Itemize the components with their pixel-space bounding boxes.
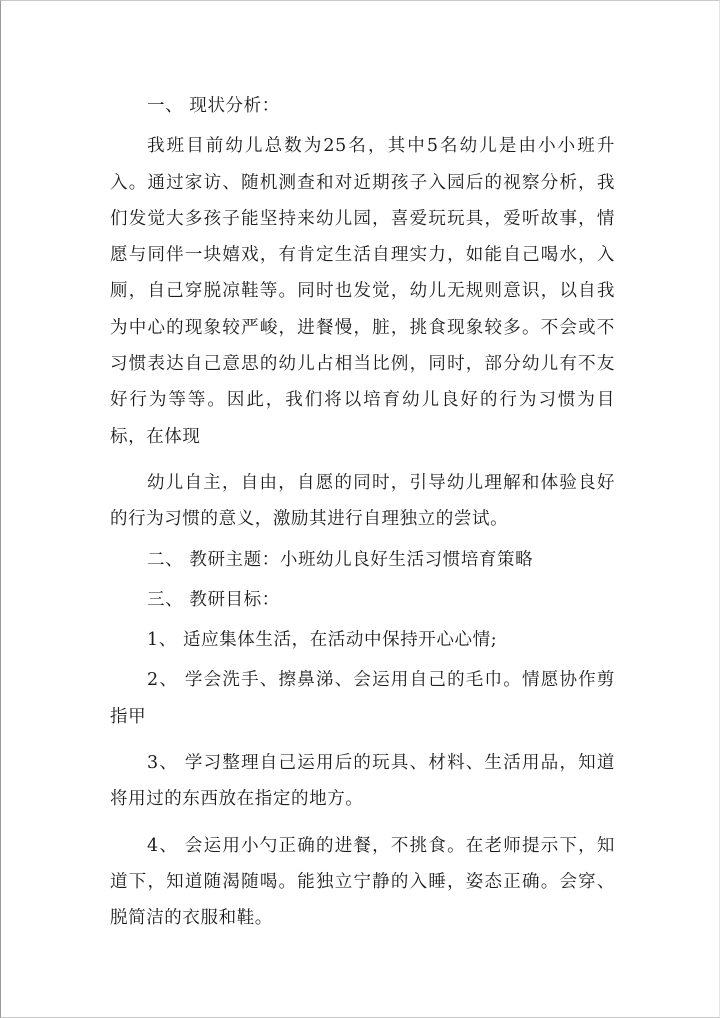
goal-item-2: 2、 学会洗手、擦鼻涕、会运用自己的毛巾。情愿协作剪指甲 xyxy=(110,670,615,727)
goal-item-4: 4、 会运用小勺正确的进餐，不挑食。在老师提示下，知道下，知道随渴随喝。能独立宁静的入睡，姿态正确。会穿、脱简洁的衣服和鞋。 xyxy=(110,835,615,929)
section-heading-research-topic: 二、 教研主题：小班幼儿良好生活习惯培育策略 xyxy=(147,549,534,570)
paragraph-status-analysis: 我班目前幼儿总数为25名，其中5名幼儿是由小小班升入。通过家访、随机测查和对近期孩子入园后的视察分析，我们发觉大多孩子能坚持来幼儿园，喜爱玩玩具，爱听故事，情愿与同伴一块嬉戏，有肯定生活自理实力，如能自己喝水，入厕，自己穿脱凉鞋等。同时也发觉，幼儿无规则意识，以自我为中心的现象较严峻，进餐慢，脏，挑食现象较多。不会或不习惯表达自己意思的幼儿占相当比例，同时，部分幼儿有不友好行为等等。因此，我们将以培育幼儿良好的行为习惯为目标，在体现 xyxy=(110,136,615,447)
goal-item-1: 1、 适应集体生活，在活动中保持开心心情; xyxy=(147,630,498,651)
goal-item-3: 3、 学习整理自己运用后的玩具、材料、生活用品，知道将用过的东西放在指定的地方。 xyxy=(110,753,615,810)
document-body xyxy=(110,88,615,937)
section-heading-status-analysis: 一、 现状分析： xyxy=(147,96,280,116)
paragraph-continuation: 幼儿自主，自由，自愿的同时，引导幼儿理解和体验良好的行为习惯的意义，激励其进行自理独立的尝试。 xyxy=(110,472,615,530)
section-heading-research-goals: 三、 教研目标： xyxy=(147,589,280,610)
